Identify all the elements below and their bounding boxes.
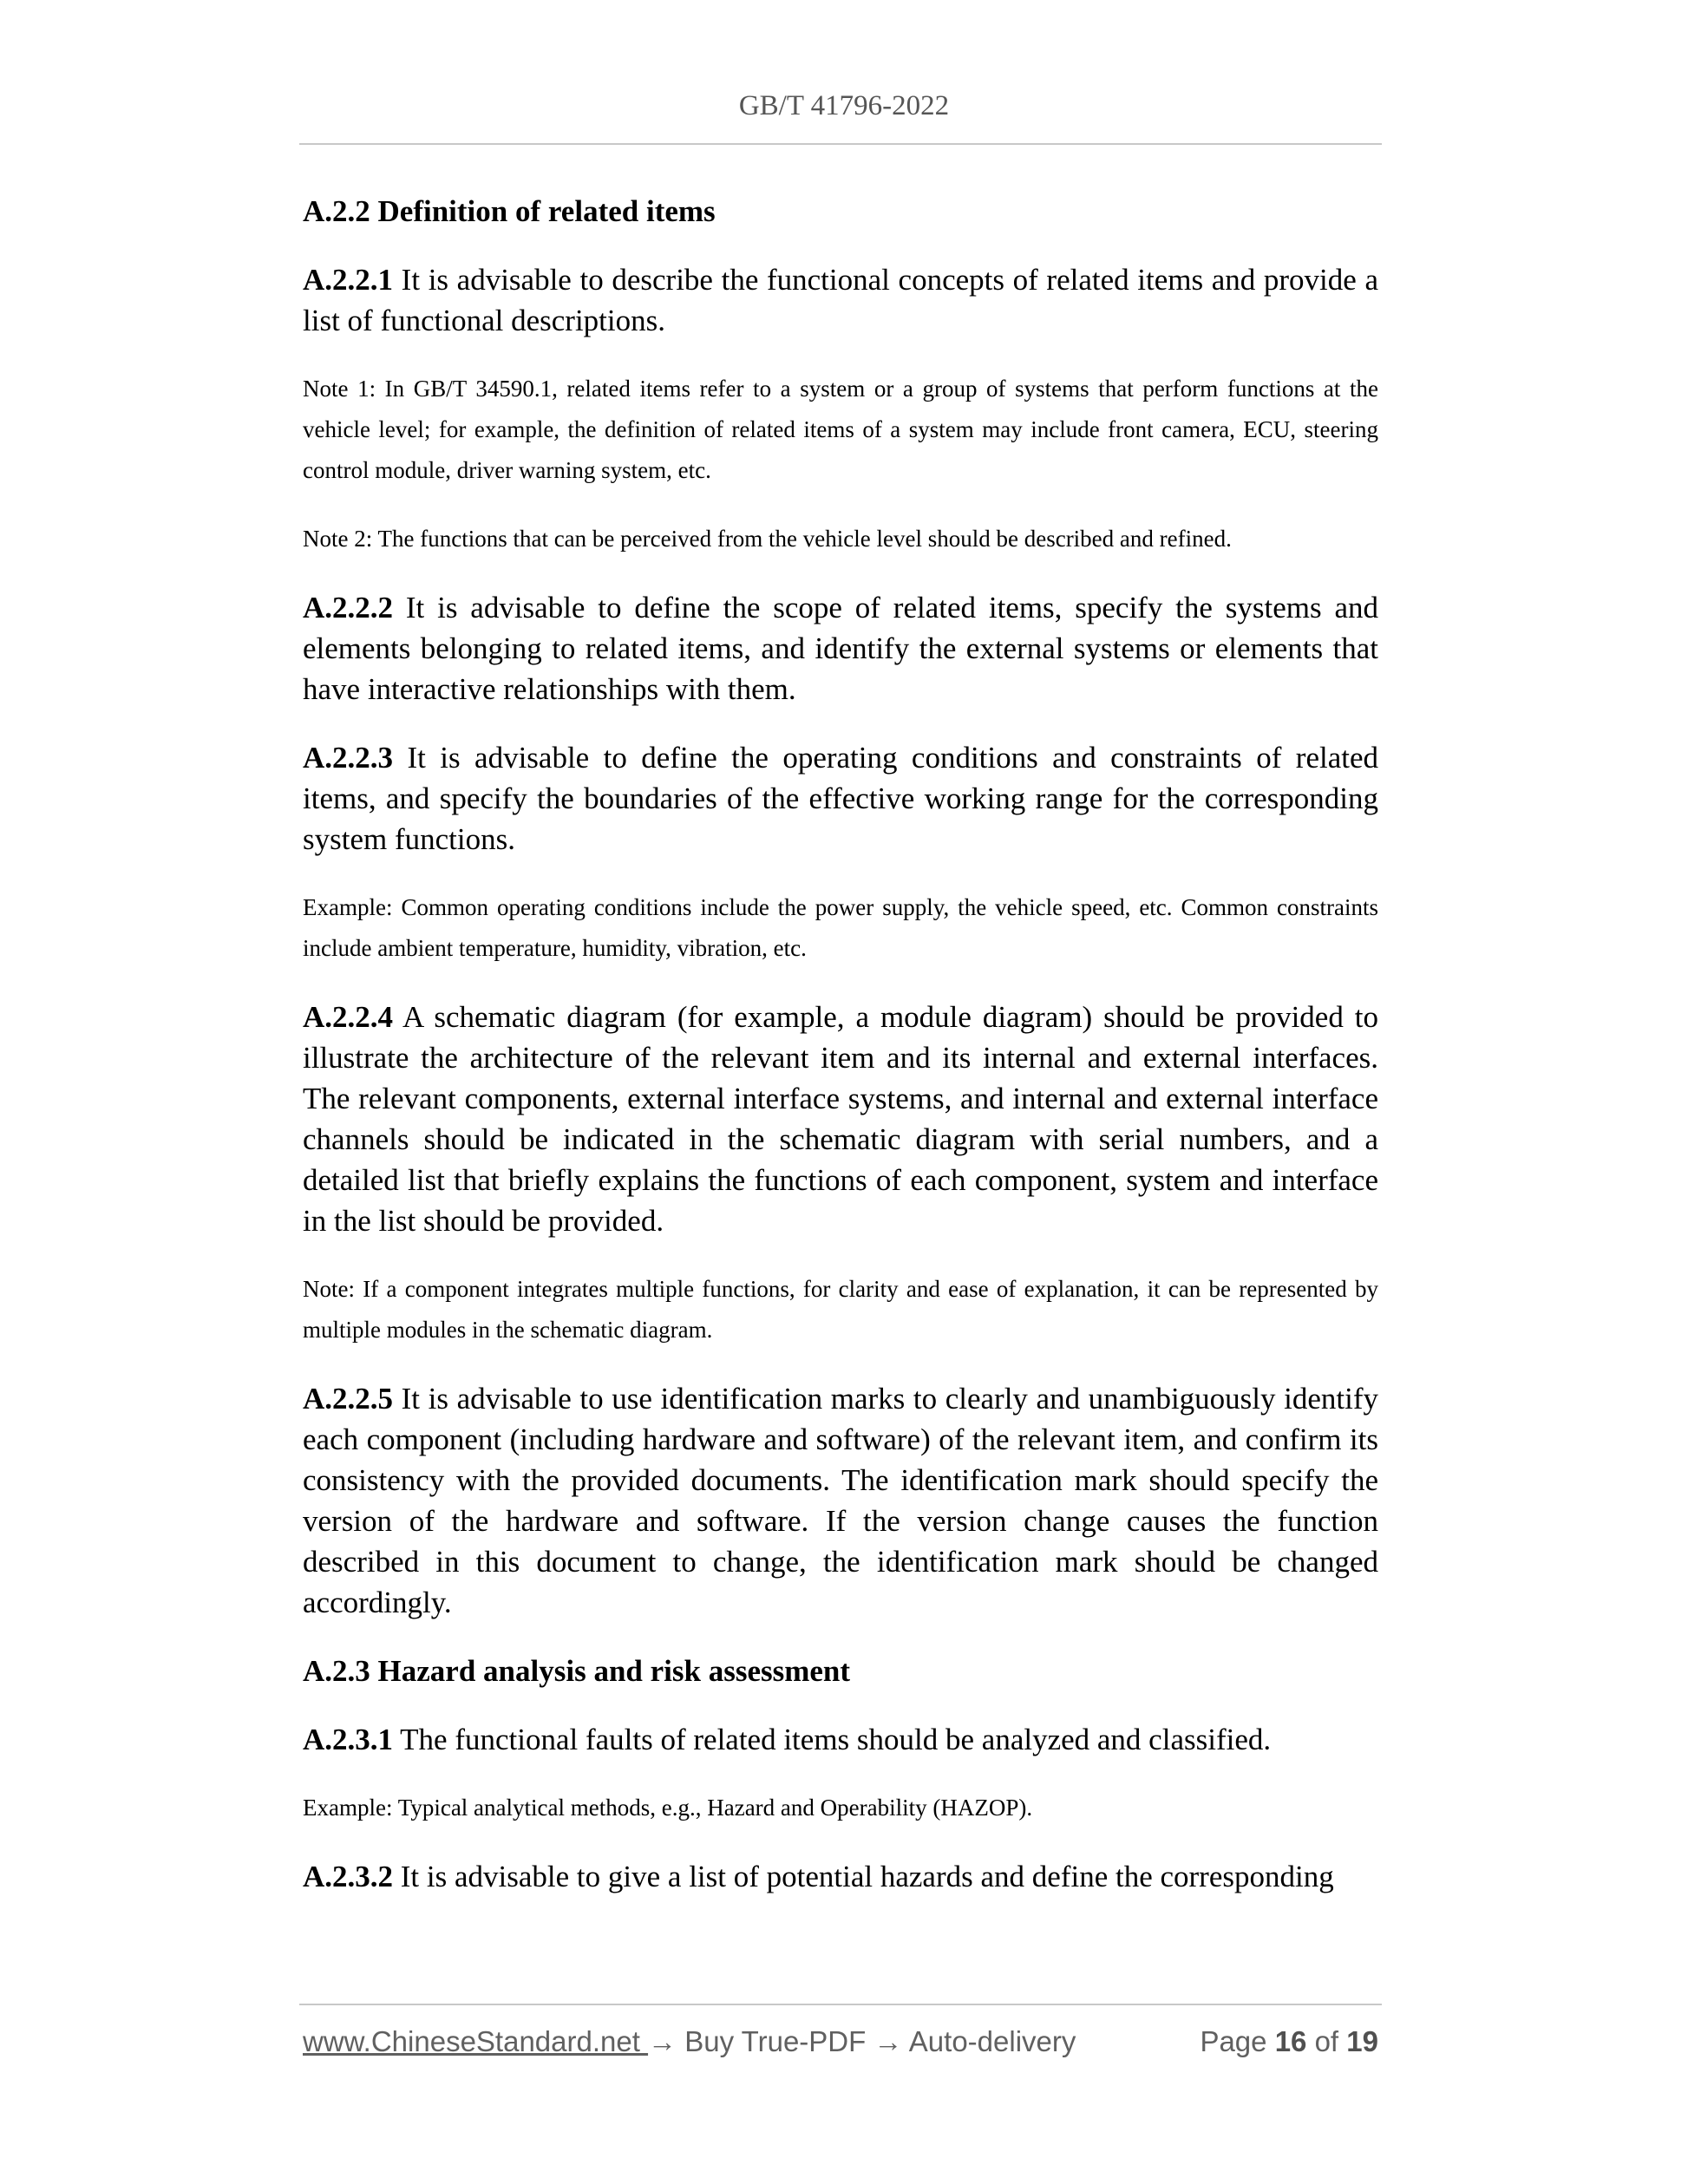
- footer-rule: [299, 2004, 1382, 2005]
- note-text: Example: Typical analytical methods, e.g., Hazard and Operability (HAZOP).: [303, 1795, 1033, 1821]
- page-counter: [1200, 2025, 1378, 2058]
- total-page-number: 19: [1346, 2025, 1378, 2057]
- clause-number: A.2.3.1: [303, 1723, 394, 1756]
- clause-paragraph: [303, 587, 1378, 709]
- clause-text: It is advisable to describe the functional concepts of related items and provide a list of functional descriptions.: [303, 263, 1378, 337]
- current-page-number: 16: [1274, 2025, 1307, 2057]
- clause-paragraph: [303, 1856, 1378, 1897]
- clause-paragraph: [303, 1719, 1378, 1760]
- note-text: Note: If a component integrates multiple functions, for clarity and ease of explanation, it can be represented by multiple modules in the schematic diagram.: [303, 1276, 1378, 1343]
- clause-text: It is advisable to give a list of potential hazards and define the corresponding: [393, 1860, 1334, 1893]
- clause-text: It is advisable to define the operating conditions and constraints of related items, and specify the boundaries of the effective working range for the corresponding system functions.: [303, 741, 1378, 856]
- page-label: Page: [1200, 2025, 1267, 2057]
- section-heading: A.2.3 Hazard analysis and risk assessment: [303, 1654, 851, 1688]
- clause-paragraph: [303, 1378, 1378, 1623]
- clause-paragraph: [303, 259, 1378, 341]
- clause-paragraph: [303, 737, 1378, 860]
- note-text: Note 1: In GB/T 34590.1, related items refer to a system or a group of systems that perform functions at the vehicle level; for example, the definition of related items of a system may include front camera, ECU, steering control module, driver warning system, etc.: [303, 376, 1378, 483]
- clause-text: It is advisable to define the scope of related items, specify the systems and elements belonging to related items, and identify the external systems or elements that have interactive relationships with them.: [303, 591, 1378, 706]
- document-body: [303, 191, 1378, 1925]
- clause-number: A.2.2.5: [303, 1382, 394, 1416]
- clause-number: A.2.2.4: [303, 1000, 394, 1034]
- clause-number: A.2.3.2: [303, 1860, 394, 1893]
- footer-promo: [303, 2025, 1076, 2058]
- chinesestandard-link[interactable]: www.ChineseStandard.net: [303, 2025, 649, 2057]
- clause-text: A schematic diagram (for example, a module diagram) should be provided to illustrate the architecture of the relevant item and its internal and external interfaces. The relevant components, external interface systems, and internal and external interface channels should be indicated in the schematic diagram with serial numbers, and a detailed list that briefly explains the functions of each component, system and interface in the list should be provided.: [303, 1000, 1378, 1238]
- footer-promo-text: → Buy True-PDF → Auto-delivery: [648, 2025, 1076, 2057]
- clause-number: A.2.2.1: [303, 263, 394, 297]
- document-header: GB/T 41796-2022: [738, 90, 950, 121]
- page-footer: [303, 2025, 1378, 2067]
- clause-number: A.2.2.3: [303, 741, 394, 775]
- header-rule: [299, 143, 1382, 145]
- note-text: Example: Common operating conditions include the power supply, the vehicle speed, etc. Common constraints include ambient temperature, humidity, vibration, etc.: [303, 894, 1378, 961]
- clause-text: The functional faults of related items should be analyzed and classified.: [393, 1723, 1272, 1756]
- clause-paragraph: [303, 997, 1378, 1241]
- section-heading: A.2.2 Definition of related items: [303, 194, 716, 228]
- clause-text: It is advisable to use identification marks to clearly and unambiguously identify each component (including hardware and software) of the relevant item, and confirm its consistency with the provided documents. The identification mark should specify the version of the hardware and software. If the version change causes the function described in this document to change, the identification mark should be changed accordingly.: [303, 1382, 1378, 1619]
- of-label: of: [1314, 2025, 1339, 2057]
- clause-number: A.2.2.2: [303, 591, 394, 624]
- note-text: Note 2: The functions that can be perceived from the vehicle level should be described and refined.: [303, 526, 1232, 552]
